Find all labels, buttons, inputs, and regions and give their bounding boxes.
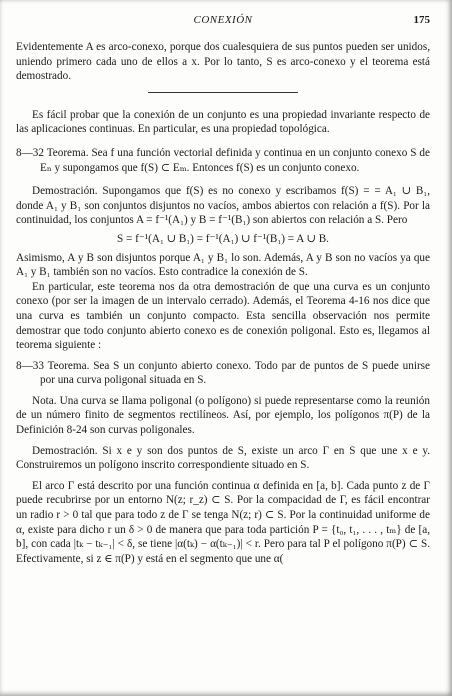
proof-8-33: Demostración. Si x e y son dos puntos de S, existe un arco Γ en S que une x e y. Construiremos un polígono inscrito correspondiente situado en S. [16,444,430,472]
paragraph-corollary: En particular, este teorema nos da otra demostración de que una curva es un conjunto conexo (por ser la imagen de un intervalo cerrado). Además, el Teorema 4-16 nos dice que una curva es también un conjunto compacto. Esta sencilla observación nos permite demostrar que todo conjunto abierto conexo es de conexión poligonal. Esto es, llegamos al teorema siguiente : [16,280,430,352]
paragraph-contradiction: Asimismo, A y B son disjuntos porque A₁ y B₁ lo son. Además, A y B son no vacíos ya que A₁ y B₁ también son no vacíos. Esto contradice la conexión de S. [16,251,430,279]
note-polygonal: Nota. Una curva se llama poligonal (o polígono) si puede representarse como la reunión de un número finito de segmentos rectilíneos. Así, por ejemplo, los polígonos π(P) de la Definición 8-24 son curvas poligonales. [16,394,430,437]
running-title: CONEXIÓN [193,14,253,26]
paragraph-proof-end: Evidentemente A es arco-conexo, porque dos cualesquiera de sus puntos pueden ser unidos, uniendo primero cada uno de ellos a x. Por lo tanto, S es arco-conexo y el teorema está demostrado. [16,41,430,83]
theorem-8-32: 8—32 Teorema. Sea f una función vectorial definida y continua en un conjunto conexo S de Eₙ y supongamos que f(S) ⊂ Eₘ. Entonces f(S) es un conjunto conexo. [16,146,430,174]
page-body [16,40,430,566]
page-header [16,14,430,30]
section-divider [148,92,298,93]
proof-8-32: Demostración. Supongamos que f(S) es no conexo y escribamos f(S) = = A₁ ∪ B₁, donde A₁ y B₁ son conjuntos disjuntos no vacíos, ambos abiertos con relación a f(S). Por la continuidad, los conjuntos A = f⁻¹(A₁) y B = f⁻¹(B₁) son abiertos con relación a S. Pero [16,185,430,227]
theorem-8-33: 8—33 Teorema. Sea S un conjunto abierto conexo. Todo par de puntos de S puede unirse por una curva poligonal situada en S. [16,359,430,387]
paragraph-invariance: Es fácil probar que la conexión de un conjunto es una propiedad invariante respecto de las aplicaciones continuas. En particular, es una propiedad topológica. [16,108,430,136]
equation-preimage: S = f⁻¹(A₁ ∪ B₁) = f⁻¹(A₁) ∪ f⁻¹(B₁) = A ∪ B. [117,232,329,245]
paragraph-arc-construction: El arco Γ está descrito por una función continua α definida en [a, b]. Cada punto z de Γ puede recubrirse por un entorno N(z; r_z) ⊂ S. Por la compacidad de Γ, es fácil encontrar un radio r > 0 tal que para todo z de Γ se tenga N(z; r) ⊂ S. Por la continuidad uniforme de α, existe para dicho r un δ > 0 de manera que para toda partición P = {t₀, t₁, . . . , tₘ} de [a, b], con cada |tₖ − tₖ₋₁| < δ, se tiene |α(tₖ) − α(tₖ₋₁)| < r. Pero para tal P el polígono π(P) ⊂ S. Efectivamente, si z ∈ π(P) y está en el segmento que une α( [16,479,430,565]
page-number: 175 [413,14,430,26]
